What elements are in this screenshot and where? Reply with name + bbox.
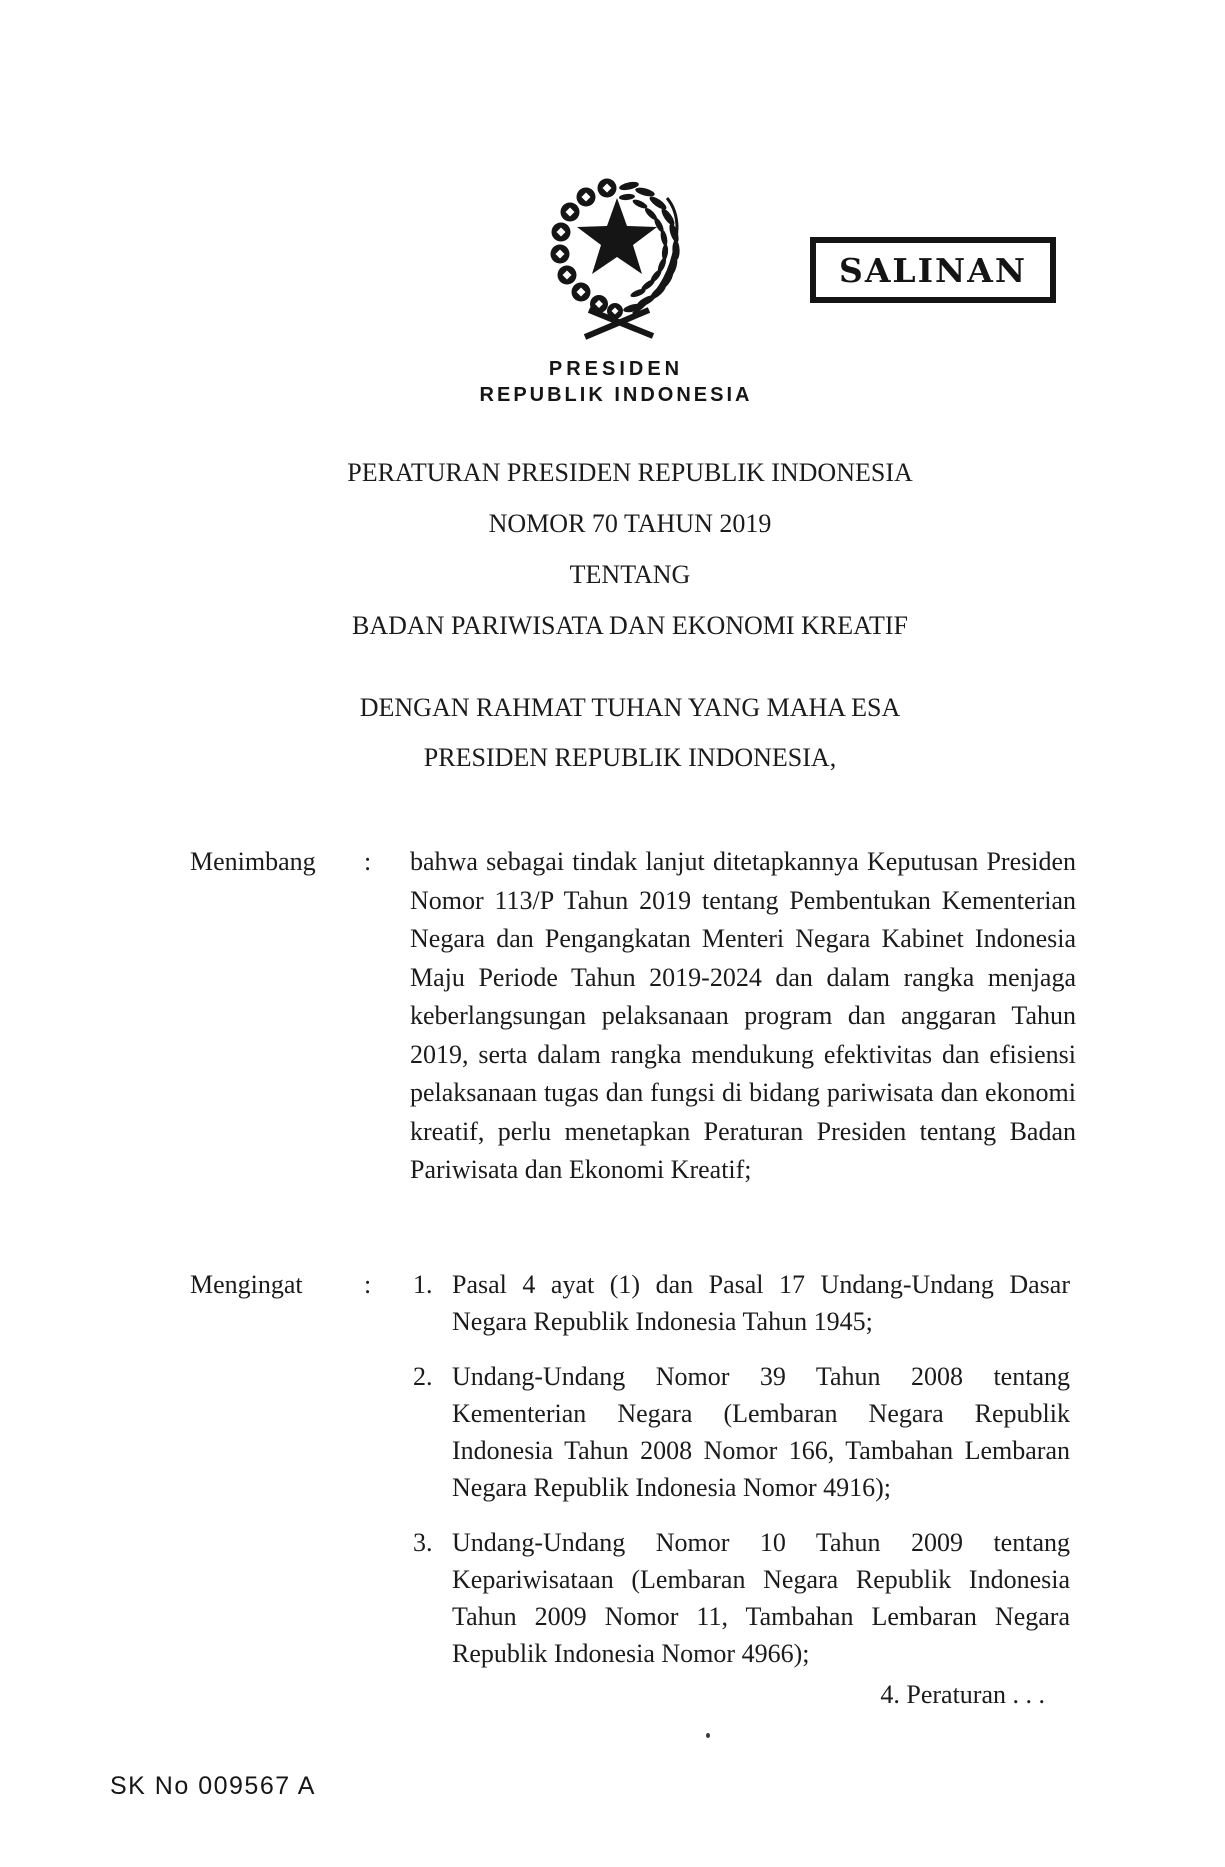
letterhead-republik-indonesia: REPUBLIK INDONESIA	[479, 384, 753, 406]
regulation-title	[230, 458, 1030, 662]
legal-basis-item	[190, 1524, 1080, 1672]
legal-item-text: Undang-Undang Nomor 10 Tahun 2009 tentang Kepariwisataan (Lembaran Negara Republik Indonesia Tahun 2009 Nomor 11, Tambahan Lembaran Negara Republik Indonesia Nomor 4966);	[452, 1528, 1070, 1668]
considering-label: Menimbang	[190, 847, 316, 876]
considering-colon: :	[364, 847, 372, 876]
legal-basis-colon: :	[364, 1270, 372, 1299]
invocation-line-2: PRESIDEN REPUBLIK INDONESIA,	[423, 743, 837, 772]
title-line-number: NOMOR 70 TAHUN 2019	[488, 509, 772, 538]
considering-clause	[190, 843, 1080, 1190]
title-line-subject: BADAN PARIWISATA DAN EKONOMI KREATIF	[352, 611, 908, 640]
legal-item-number: 1.	[413, 1270, 433, 1299]
letterhead-presiden: PRESIDEN	[548, 358, 684, 380]
doc-code: SK No 009567 A	[110, 1772, 316, 1800]
invocation-line-1: DENGAN RAHMAT TUHAN YANG MAHA ESA	[359, 693, 901, 722]
legal-basis-item	[190, 1358, 1080, 1506]
salinan-stamp-label: SALINAN	[838, 250, 1027, 290]
legal-item-number: 3.	[413, 1528, 433, 1557]
catchword: 4. Peraturan . . .	[880, 1680, 1045, 1709]
legal-basis-clause	[190, 1266, 1080, 1690]
title-line-tentang: TENTANG	[569, 560, 691, 589]
letterhead	[416, 162, 816, 407]
legal-item-text: Undang-Undang Nomor 39 Tahun 2008 tentang Kementerian Negara (Lembaran Negara Republik Indonesia Tahun 2008 Nomor 166, Tambahan Lembaran Negara Republik Indonesia Nomor 4916);	[452, 1362, 1070, 1502]
legal-item-text: Pasal 4 ayat (1) dan Pasal 17 Undang-Undang Dasar Negara Republik Indonesia Tahun 1945;	[452, 1270, 1070, 1336]
legal-item-number: 2.	[413, 1362, 433, 1391]
legal-basis-label: Mengingat	[190, 1270, 303, 1299]
title-line-regulation: PERATURAN PRESIDEN REPUBLIK INDONESIA	[347, 458, 913, 487]
salinan-stamp	[810, 237, 1056, 303]
invocation	[230, 693, 1030, 793]
considering-text: bahwa sebagai tindak lanjut ditetapkannya Keputusan Presiden Nomor 113/P Tahun 2019 tentang Pembentukan Kementerian Negara dan Pengangkatan Menteri Negara Kabinet Indonesia Maju Periode Tahun 2019-2024 dan dalam rangka menjaga keberlangsungan pelaksanaan program dan anggaran Tahun 2019, serta dalam rangka mendukung efektivitas dan efisiensi pelaksanaan tugas dan fungsi di bidang pariwisata dan ekonomi kreatif, perlu menetapkan Peraturan Presiden tentang Badan Pariwisata dan Ekonomi Kreatif;	[410, 847, 1076, 1184]
legal-basis-item	[190, 1266, 1080, 1340]
ink-dot-artifact	[706, 1733, 710, 1738]
star-wreath-emblem-icon	[537, 162, 695, 348]
